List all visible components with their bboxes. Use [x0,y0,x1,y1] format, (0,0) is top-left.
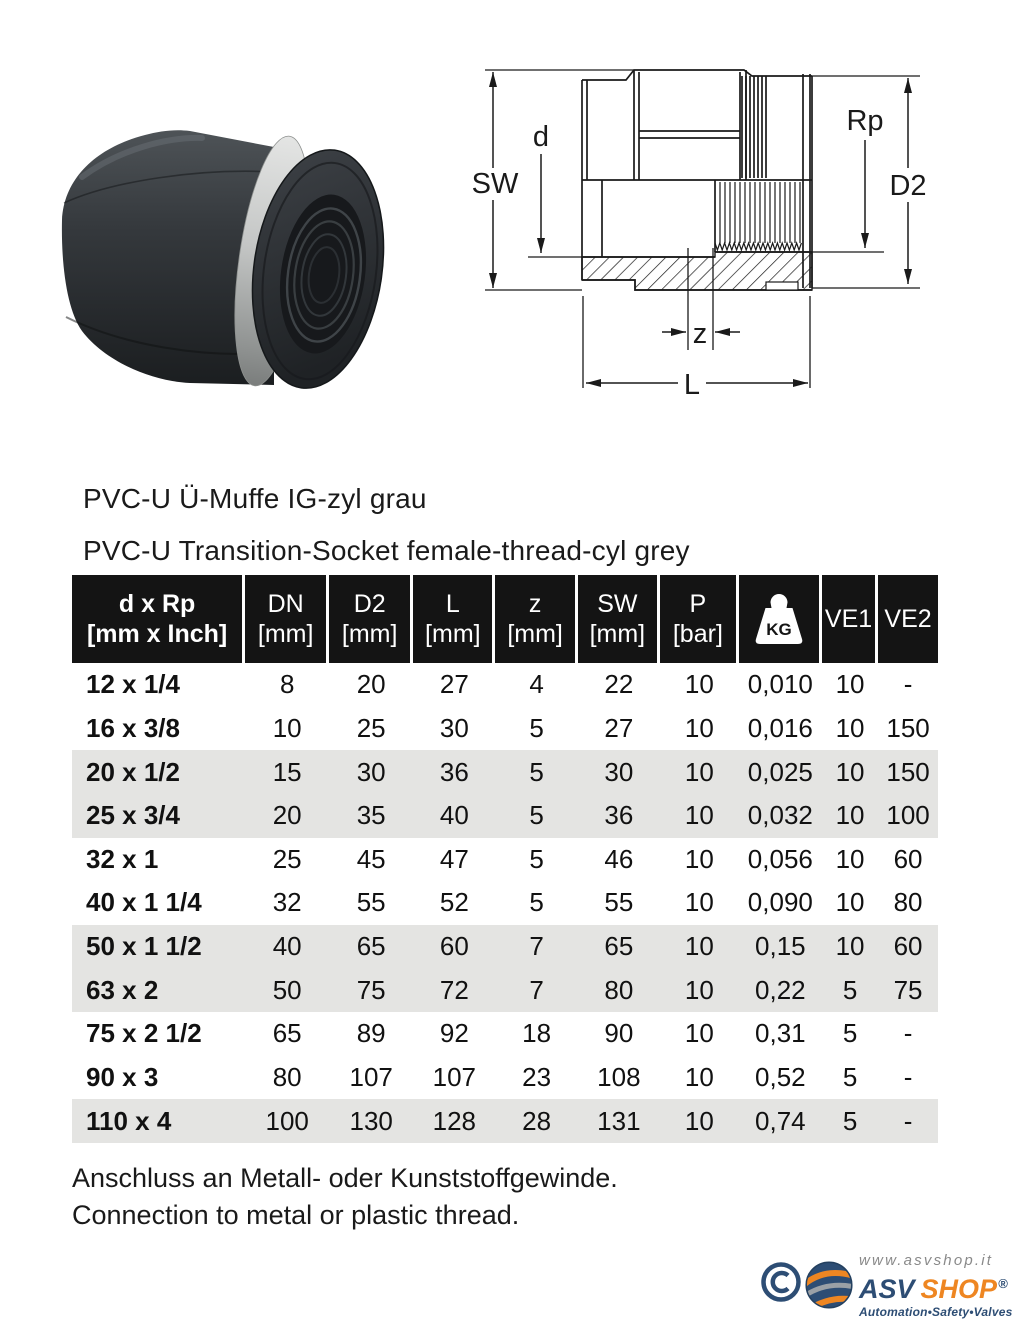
table-cell: 32 [272,887,302,918]
table-row [72,1056,938,1100]
table-cell: 30 [439,712,469,743]
header-line: [mm] [589,619,646,648]
header-line: [mm] [257,619,314,648]
table-cell: 90 [604,1018,634,1049]
table-cell: 0,090 [747,887,813,918]
header-line: [bar] [672,619,723,648]
table-cell: - [903,669,913,700]
table-cell: 0,31 [755,1018,806,1049]
dim-label-sw: SW [471,168,519,200]
globe-icon [805,1261,853,1309]
table-cell: 10 [684,712,714,743]
column-header-z [495,575,577,663]
column-header-ve2 [878,575,938,663]
table-cell: 47 [439,843,469,874]
kg-weight-icon [748,592,810,646]
table-cell: 45 [356,843,386,874]
table-row [72,968,938,1012]
table-cell: 10 [684,1105,714,1136]
header-line: DN [267,589,304,618]
dim-label-rp: Rp [846,105,884,137]
table-cell: 20 x 1/2 [86,756,180,787]
table-header-row [72,575,938,663]
table-cell: - [903,1061,913,1092]
table-cell: 10 [835,931,865,962]
table-row [72,1099,938,1143]
table-cell: 0,22 [755,974,806,1005]
header-line: [mm] [507,619,563,648]
table-cell: 18 [522,1018,552,1049]
table-cell: 10 [684,1018,714,1049]
table-cell: 25 x 3/4 [86,800,180,831]
table-cell: 10 [835,800,865,831]
table-cell: 60 [439,931,469,962]
table-cell: 4 [529,669,544,700]
table-cell: 12 x 1/4 [86,669,180,700]
copyright-icon [760,1261,802,1303]
table-cell: 36 [604,800,634,831]
table-cell: 10 [684,843,714,874]
table-cell: 10 [684,800,714,831]
table-cell: 23 [522,1061,552,1092]
table-cell: 0,025 [747,756,813,787]
table-row [72,1012,938,1056]
dim-label-d: d [532,121,550,153]
table-cell: 46 [604,843,634,874]
table-cell: 16 x 3/8 [86,712,180,743]
table-cell: 10 [272,712,302,743]
table-cell: 65 [356,931,386,962]
table-cell: 5 [529,800,544,831]
table-cell: 10 [684,887,714,918]
table-cell: 75 [893,974,923,1005]
table-cell: 10 [835,887,865,918]
table-cell: 10 [835,756,865,787]
brand-name-primary: ASV [859,1274,915,1304]
table-row [72,663,938,707]
header-line: z [528,589,542,618]
header-line: D2 [353,589,386,618]
table-cell: 40 [439,800,469,831]
technical-drawing [440,30,980,420]
table-row [72,794,938,838]
header-line: VE2 [884,604,932,633]
header-line: [mm] [341,619,398,648]
kg-icon-label: KG [766,620,792,639]
footnote-en: Connection to metal or plastic thread. [72,1200,520,1230]
table-cell: 25 [356,712,386,743]
table-cell: 10 [684,931,714,962]
table-cell: 65 [272,1018,302,1049]
table-cell: 15 [272,756,302,787]
table-cell: 55 [604,887,634,918]
column-header-dn [245,575,329,663]
table-cell: 40 x 1 1/4 [86,887,202,918]
table-body [72,663,938,1143]
table-cell: 35 [356,800,386,831]
brand-tagline: Automation•Safety•Valves [859,1305,1012,1319]
table-cell: 0,74 [755,1105,806,1136]
table-cell: 5 [529,843,544,874]
footnotes [72,1160,618,1234]
table-cell: 131 [597,1105,641,1136]
table-row [72,838,938,882]
table-cell: 150 [886,756,930,787]
table-cell: 0,010 [747,669,813,700]
column-header-ve1 [822,575,878,663]
header-line: L [445,589,460,618]
table-cell: 63 x 2 [86,974,159,1005]
product-title-de: PVC-U Ü-Muffe IG-zyl grau [83,483,427,514]
column-header-d2 [329,575,413,663]
table-cell: 5 [842,1061,858,1092]
table-cell: - [903,1105,913,1136]
table-cell: 40 [272,931,302,962]
table-cell: 10 [835,712,865,743]
column-header-dxrp [72,575,245,663]
table-row [72,707,938,751]
table-cell: 65 [604,931,634,962]
table-cell: 20 [272,800,302,831]
table-cell: 32 x 1 [86,843,159,874]
header-line: [mm x Inch] [86,619,228,648]
dim-label-l: L [683,369,701,401]
table-cell: 30 [356,756,386,787]
table-cell: 0,056 [747,843,813,874]
product-photo [50,85,390,405]
table-cell: 27 [604,712,634,743]
column-header-p [660,575,739,663]
brand-website: www.asvshop.it [859,1252,994,1269]
table-cell: 0,52 [755,1061,806,1092]
table-cell: 50 x 1 1/2 [86,931,202,962]
table-cell: 50 [272,974,302,1005]
table-cell: 130 [349,1105,393,1136]
table-cell: 52 [439,887,469,918]
table-cell: 60 [893,843,923,874]
table-cell: 80 [893,887,923,918]
header-line: P [689,589,707,618]
table-cell: 90 x 3 [86,1061,159,1092]
brand-name-secondary: SHOP [920,1274,998,1304]
table-cell: 10 [684,669,714,700]
section-notch [766,282,798,290]
table-cell: 80 [604,974,634,1005]
table-row [72,881,938,925]
table-row [72,750,938,794]
table-cell: 5 [529,712,544,743]
table-cell: 5 [529,887,544,918]
table-cell: 10 [684,1061,714,1092]
column-header-l [413,575,495,663]
column-header-weight [739,575,822,663]
table-cell: 128 [432,1105,477,1136]
table-cell: - [903,1018,913,1049]
table-cell: 5 [842,974,858,1005]
table-cell: 10 [684,974,714,1005]
dim-label-d2: D2 [889,170,927,202]
table-cell: 7 [529,974,544,1005]
table-cell: 60 [893,931,923,962]
brand-logo [755,1248,1012,1319]
dim-label-z: z [692,318,708,350]
table-cell: 108 [597,1061,641,1092]
table-cell: 110 x 4 [86,1105,172,1136]
table-cell: 55 [356,887,386,918]
table-cell: 0,016 [747,712,813,743]
table-cell: 75 [356,974,386,1005]
table-cell: 0,032 [747,800,813,831]
table-cell: 92 [439,1018,469,1049]
table-cell: 28 [522,1105,552,1136]
table-cell: 30 [604,756,634,787]
table-cell: 5 [842,1018,858,1049]
product-title-en: PVC-U Transition-Socket female-thread-cyl grey [83,535,690,566]
column-header-sw [578,575,660,663]
table-cell: 8 [279,669,295,700]
table-cell: 150 [886,712,930,743]
table-cell: 80 [272,1061,302,1092]
table-row [72,925,938,969]
table-cell: 25 [272,843,302,874]
table-cell: 89 [356,1018,386,1049]
table-cell: 75 x 2 1/2 [86,1018,202,1049]
table-cell: 36 [439,756,469,787]
header-line: d x Rp [118,589,196,618]
brand-name [859,1270,1008,1304]
table-cell: 72 [439,974,469,1005]
table-cell: 5 [842,1105,858,1136]
header-line: VE1 [824,604,873,633]
table-cell: 20 [356,669,386,700]
table-cell: 7 [529,931,544,962]
footnote-de: Anschluss an Metall- oder Kunststoffgewinde. [72,1163,618,1193]
table-cell: 10 [684,756,714,787]
spec-table [72,575,938,1143]
table-cell: 27 [439,669,469,700]
table-cell: 10 [835,843,865,874]
table-cell: 0,15 [755,931,806,962]
table-cell: 107 [349,1061,393,1092]
table-cell: 107 [432,1061,477,1092]
thread-profile [715,182,801,250]
table-cell: 22 [604,669,634,700]
table-cell: 100 [265,1105,309,1136]
brand-text [859,1252,1012,1319]
table-cell: 5 [529,756,544,787]
header-line: SW [597,589,638,618]
table-cell: 100 [886,800,930,831]
registered-trademark: ® [998,1276,1008,1291]
header-line: [mm] [425,619,481,648]
table-cell: 10 [835,669,865,700]
